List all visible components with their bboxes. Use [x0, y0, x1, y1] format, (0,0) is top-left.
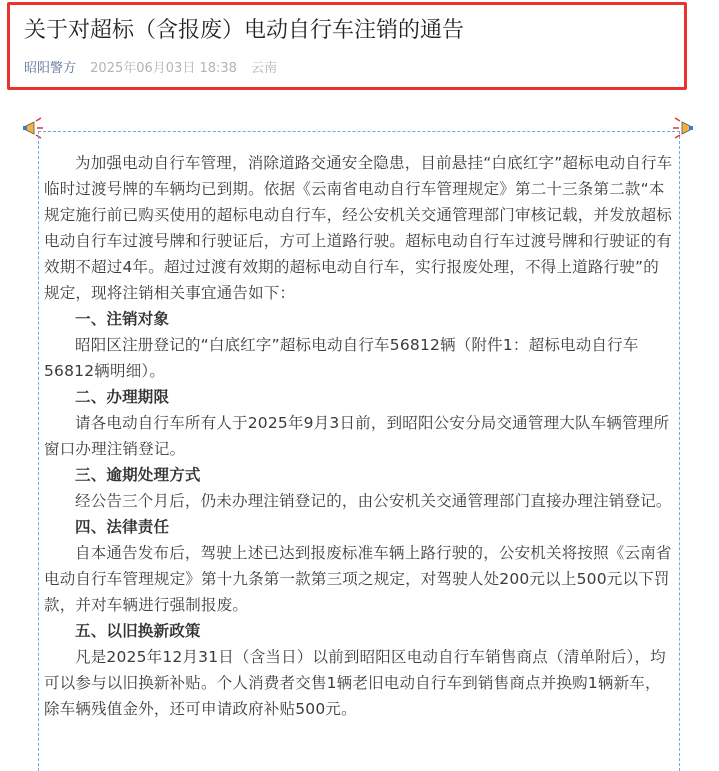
section-heading: 五、以旧换新政策 — [75, 622, 201, 640]
section-text: 请各电动自行车所有人于2025年9月3日前，到昭阳公安分局交通管理大队车辆管理所窗口办理注销登记。 — [44, 414, 670, 458]
section-heading: 二、办理期限 — [75, 388, 170, 406]
publish-date: 2025年06月03日 18:38 — [90, 61, 237, 76]
intro-paragraph: 为加强电动自行车管理，消除道路交通安全隐患，目前悬挂“白底红字”超标电动自行车临时过渡号牌的车辆均已到期。依据《云南省电动自行车管理规定》第二十三条第二款“本规定施行前已购买使用的超标电动自行车，经公安机关交通管理部门审核记载，并发放超标电动自行车过渡号牌和行驶证后，方可上道路行驶。超标电动自行车过渡号牌和行驶证的有效期不超过4年。超过过渡有效期的超标电动自行车，实行报废处理，不得上道路行驶”的规定，现将注销相关事宜通告如下： — [44, 154, 673, 302]
article-meta — [24, 57, 287, 76]
section-heading: 四、法律责任 — [75, 518, 170, 536]
section-text: 经公告三个月后，仍未办理注销登记的，由公安机关交通管理部门直接办理注销登记。 — [75, 492, 672, 510]
section-text: 凡是2025年12月31日（含当日）以前到昭阳区电动自行车销售商点（清单附后），均可以参与以旧换新补贴。个人消费者交售1辆老旧电动自行车到销售商点并换购1辆新车，除车辆残值金外，还可申请政府补贴500元。 — [44, 648, 666, 718]
section-text: 昭阳区注册登记的“白底红字”超标电动自行车56812辆（附件1：超标电动自行车56812辆明细）。 — [44, 336, 639, 380]
publish-location: 云南 — [251, 61, 278, 76]
section-heading: 一、注销对象 — [75, 310, 170, 328]
section-text: 自本通告发布后，驾驶上述已达到报废标准车辆上路行驶的，公安机关将按照《云南省电动自行车管理规定》第十九条第一款第三项之规定，对驾驶人处200元以上500元以下罚款，并对车辆进行强制报废。 — [44, 544, 672, 614]
title-highlight-box — [7, 2, 687, 90]
article-title: 关于对超标（含报废）电动自行车注销的通告 — [24, 18, 465, 43]
section-heading: 三、逾期处理方式 — [75, 466, 201, 484]
author-link[interactable]: 昭阳警方 — [24, 61, 77, 76]
notice-body — [44, 150, 674, 722]
